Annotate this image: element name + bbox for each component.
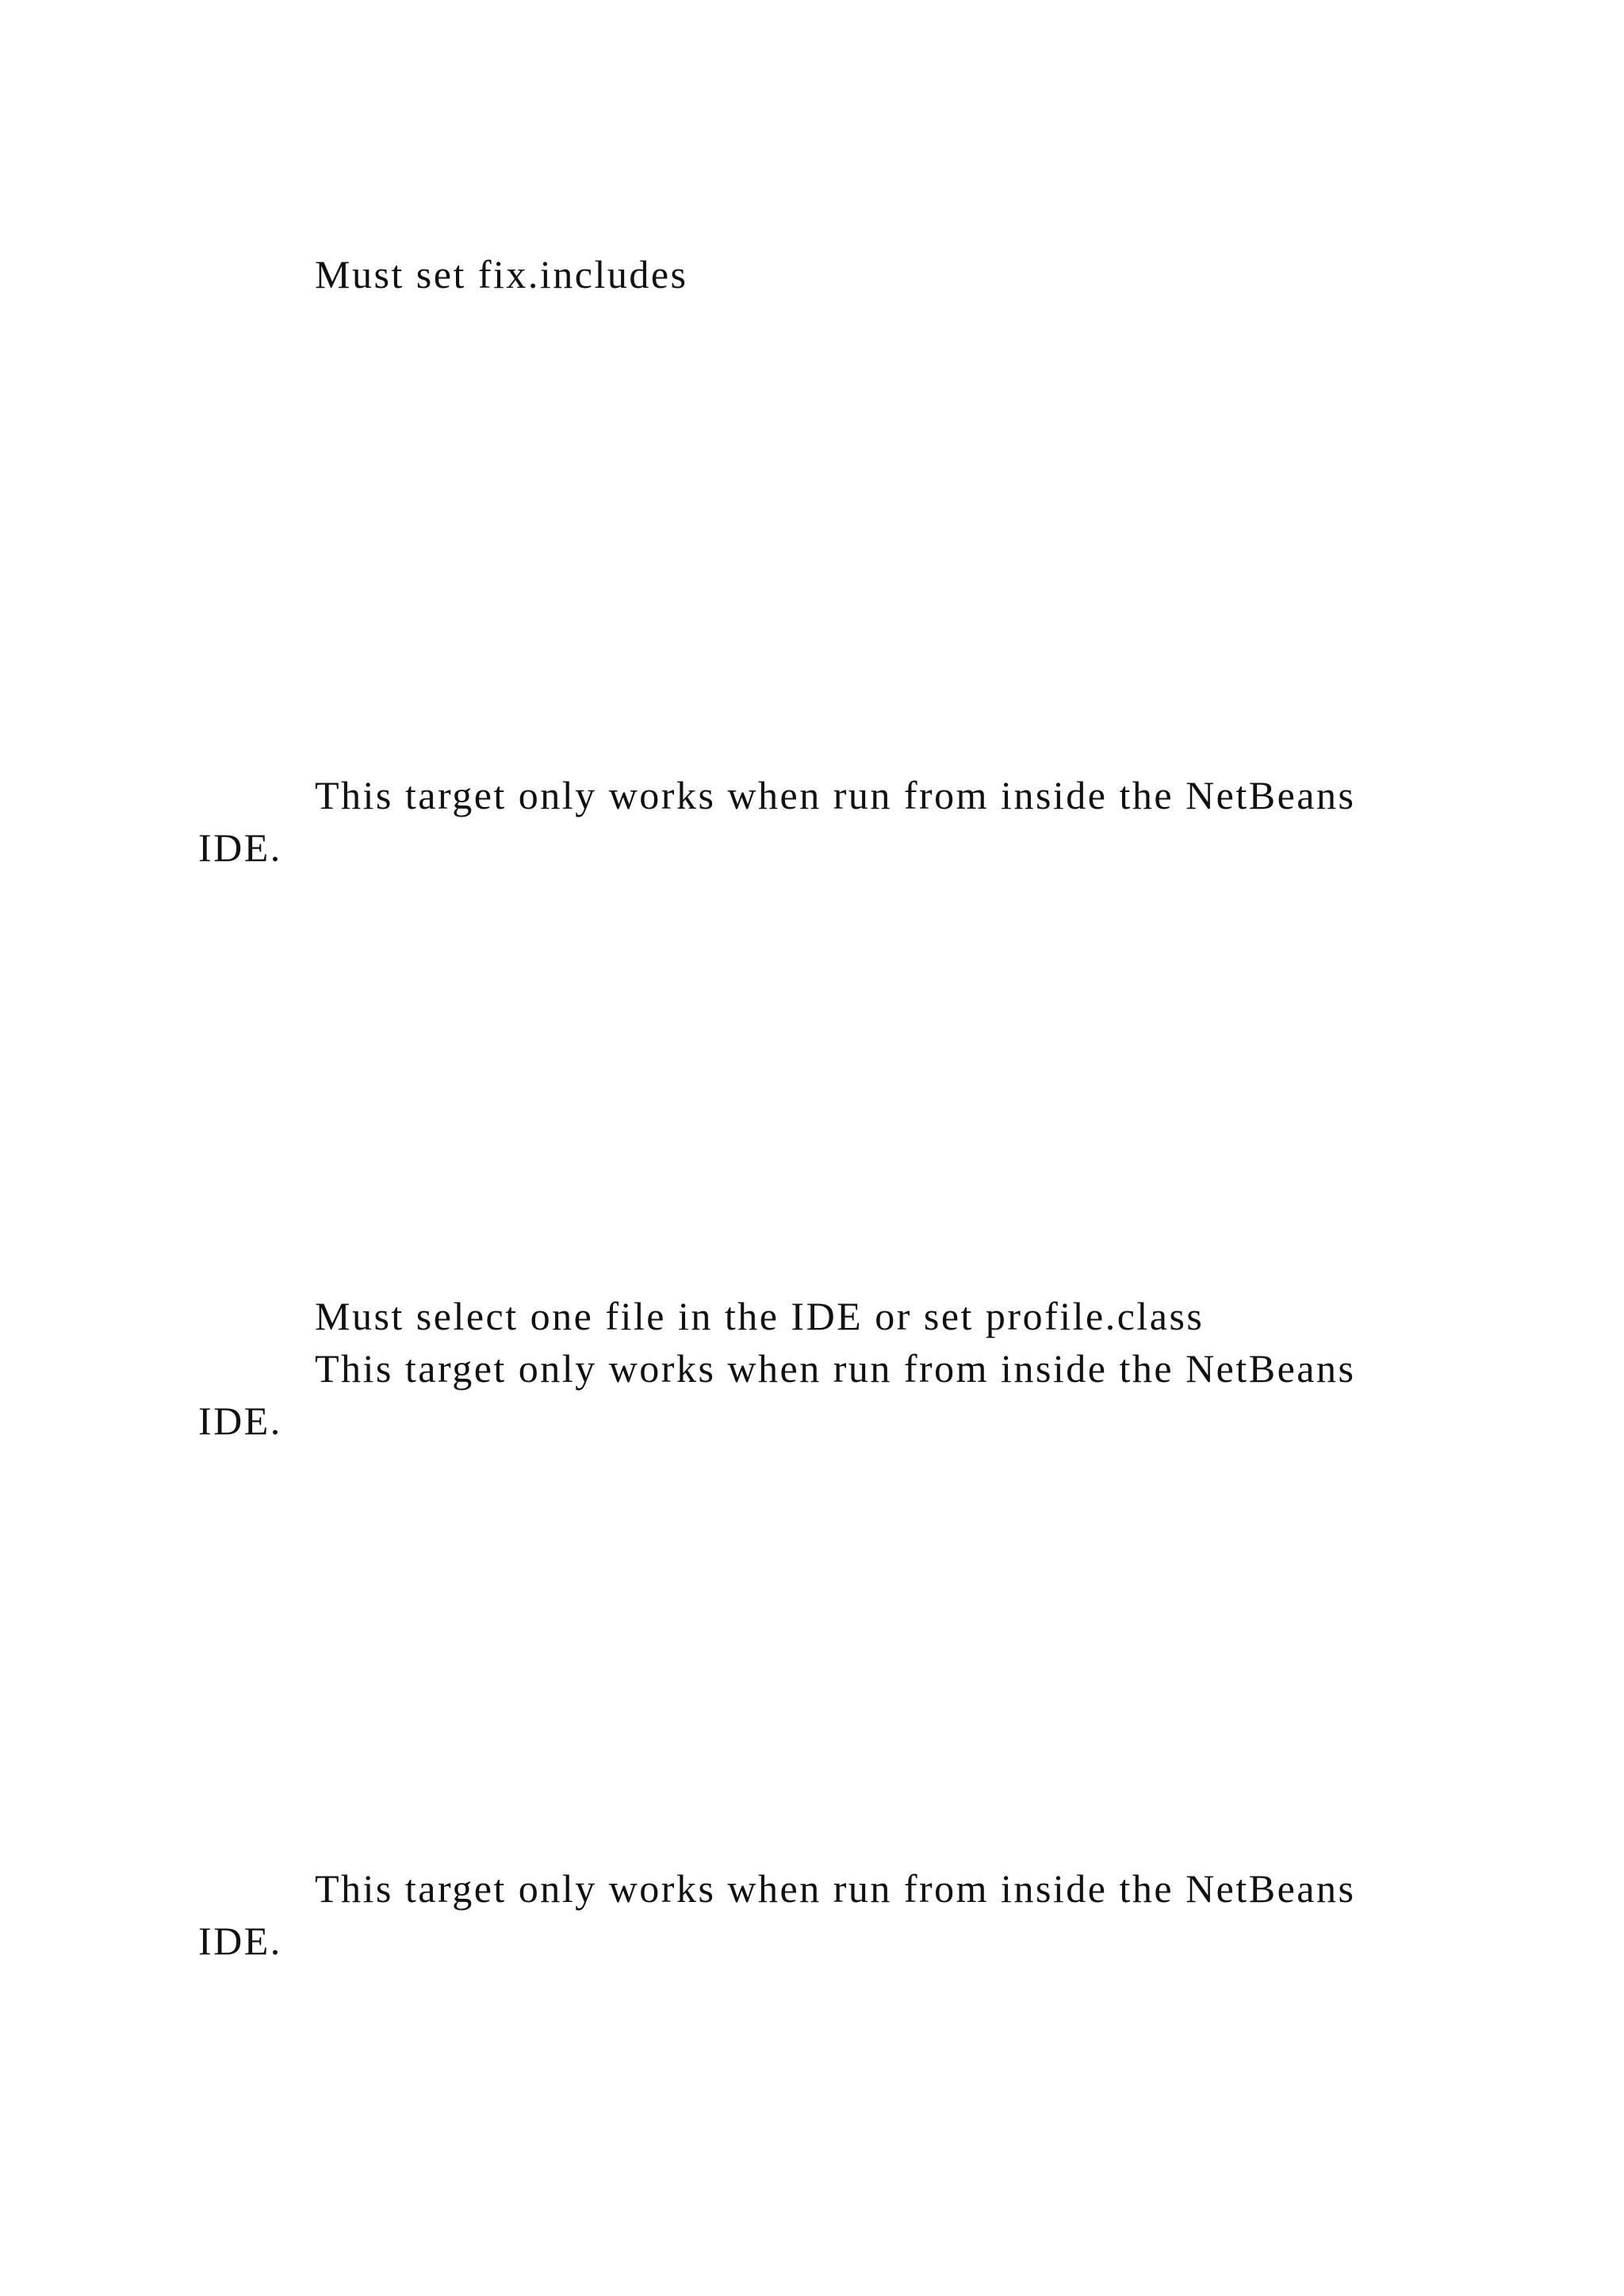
- text-line-ide: IDE.: [198, 825, 282, 870]
- text-line-select-file: Must select one file in the IDE or set profile.class: [315, 1294, 1205, 1338]
- text-line-ide: IDE.: [198, 1399, 282, 1443]
- text-line-netbeans-notice: This target only works when run from inside the NetBeans: [315, 1346, 1356, 1391]
- text-line-ide: IDE.: [198, 1919, 282, 1963]
- text-line-netbeans-notice: This target only works when run from inside the NetBeans: [315, 1866, 1356, 1911]
- text-line-netbeans-notice: This target only works when run from inside the NetBeans: [315, 773, 1356, 817]
- text-line-fix-includes: Must set fix.includes: [315, 252, 688, 297]
